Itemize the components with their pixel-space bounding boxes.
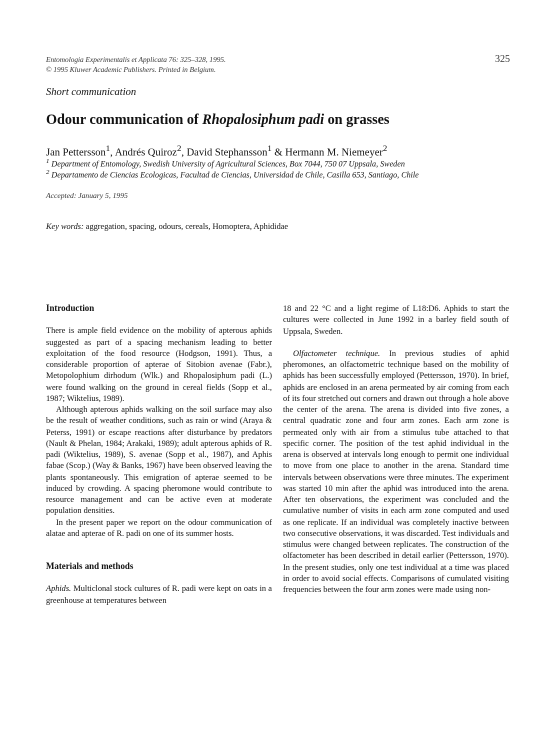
affiliation-1 bbox=[46, 158, 516, 169]
publisher-line: © 1995 Kluwer Academic Publishers. Printed in Belgium. bbox=[46, 65, 216, 74]
title-prefix: Odour communication of bbox=[46, 112, 203, 128]
author-2-mark: 2 bbox=[176, 143, 182, 153]
accepted-date: Accepted: January 5, 1995 bbox=[46, 191, 128, 200]
methods-paragraph-aphids bbox=[46, 583, 272, 606]
affiliation-1-text: Department of Entomology, Swedish University of Agricultural Sciences, Box 7044, 750 07 Uppsala, Sweden bbox=[51, 159, 405, 169]
affiliation-2 bbox=[46, 169, 516, 180]
keywords-label: Key words: bbox=[46, 222, 84, 231]
methods-paragraph-olfactometer bbox=[283, 348, 509, 596]
title-species: Rhopalosiphum padi bbox=[202, 112, 325, 128]
author-1-mark: 1 bbox=[105, 143, 111, 153]
journal-citation: Entomologia Experimentalis et Applicata 76: 325–328, 1995. bbox=[46, 55, 226, 64]
author-3-mark: 1 bbox=[267, 143, 272, 153]
section-type: Short communication bbox=[46, 87, 137, 98]
aphids-text: Multiclonal stock cultures of R. padi were kept on oats in a greenhouse at temperatures between bbox=[46, 584, 272, 605]
keywords bbox=[46, 222, 288, 231]
author-3: David Stephansson bbox=[186, 147, 268, 159]
author-4: Hermann M. Niemeyer bbox=[285, 147, 383, 159]
author-1: Jan Pettersson bbox=[46, 147, 106, 159]
olfactometer-text: In previous studies of aphid pheromones, an olfactometric technique based on the mobility of aphids has been successfully employed (Pettersson, 1970). In brief, aphids are enclosed in an arena permeated by air coming from each of its four stretched out corners and drawn out through a hole above the center of the arena. The arena is divided into five zones, a central quadratic zone and four arm zones. Each arm zone is permeated only with air from a stimulus tube attached to that specific corner. The position of the test aphid individual in the arena is observed at intervals long enough to permit one individual to move from one place to another in the arena. Standard time intervals between observations were three minutes. The experiment was started 10 min after the aphid was introduced into the arena. After ten observations, the experiment was concluded and the cumulative number of visits in each arm zone computed and used as one replicate. If an individual was completely inactive between two consecutive observations, it was discarded. Test individuals and stimulus were changed between replicates. The construction of the olfactometer has been described in detail earlier (Pettersson, 1970). In the present studies, only one test individual at a time was placed in order to avoid social effects. Comparisons of cumulated visiting frequencies between the four arm zones were made using non- bbox=[283, 348, 510, 594]
author-list: Jan Pettersson$^1$, Andrés Quiroz$^2$, David Stephansson$^1$ & Hermann M. Niemeyer$^2$ bbox=[46, 143, 388, 159]
article-title bbox=[46, 112, 516, 129]
intro-paragraph-2: Although apterous aphids walking on the soil surface may also be the result of weather conditions, such as rain or wind (Araya & Peterss, 1991) or escape reactions after disturbance by predators (Nault & Phelan, 1984; Arakaki, 1989); adult apterous aphids of R. padi (Wiktelius, 1989), S. avenae (Sopp et al., 1987), and Aphis fabae (Scop.) (Way & Banks, 1967) have been observed leaving the plants spontaneously. This emigration of apterae seemed to be induced by crowding. A spacing pheromone would contribute to resource management and can be active even at moderate population densities. bbox=[46, 405, 272, 516]
methods-heading: Materials and methods bbox=[46, 561, 134, 571]
left-column bbox=[46, 303, 272, 606]
right-column bbox=[283, 303, 509, 595]
olfactometer-run-in-label: Olfactometer technique. bbox=[293, 348, 381, 358]
page-number: 325 bbox=[495, 54, 510, 65]
introduction-heading: Introduction bbox=[46, 303, 95, 313]
author-separator: & bbox=[271, 147, 286, 159]
aphids-run-in-label: Aphids. bbox=[46, 584, 72, 594]
author-4-mark: 2 bbox=[382, 143, 388, 153]
methods-paragraph-continued: 18 and 22 °C and a light regime of L18:D6. Aphids to start the cultures were collected in June 1992 in a barley field south of Uppsala, Sweden. bbox=[283, 304, 509, 336]
author-2: Andrés Quiroz bbox=[114, 147, 177, 159]
title-suffix: on grasses bbox=[324, 112, 390, 128]
affiliation-2-mark: 2 bbox=[46, 169, 50, 176]
intro-paragraph-3: In the present paper we report on the odour communication of alatae and apterae of R. padi on one of its summer hosts. bbox=[46, 517, 272, 538]
intro-paragraph-1: There is ample field evidence on the mobility of apterous aphids suggested as part of a spacing mechanism leading to better exploitation of the food resource (Hodgson, 1991). Thus, a considerable proportion of apterae of Sitobion avenae (Fabr.), Metopolophium dirhodum (Wlk.) and Rhopalosiphum padi (L.) were found walking on the ground in cereal fields (Sopp et al., 1987; Wiktelius, 1989). bbox=[46, 326, 272, 403]
affiliation-1-mark: 1 bbox=[46, 158, 50, 165]
running-header bbox=[46, 55, 510, 75]
keywords-text: aggregation, spacing, odours, cereals, Homoptera, Aphididae bbox=[85, 222, 289, 231]
affiliation-2-text: Departamento de Ciencias Ecologicas, Facultad de Ciencias, Universidad de Chile, Casilla 653, Santiago, Chile bbox=[51, 170, 419, 180]
